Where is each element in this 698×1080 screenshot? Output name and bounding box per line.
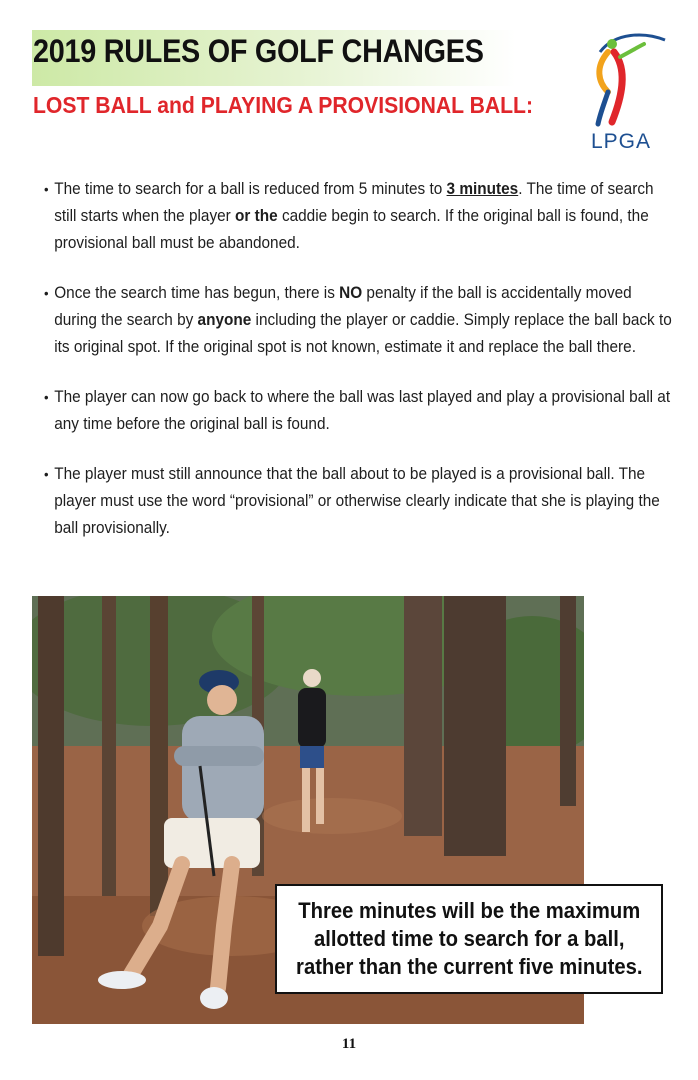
page-title: 2019 RULES OF GOLF CHANGES [33, 33, 484, 69]
bullet-icon: • [44, 285, 49, 301]
list-item: • Once the search time has begun, there is NO penalty if the ball is accidentally moved during the search by anyone including the player or caddie. Simply replace the ball back to its original spot. If the original spot is not known, estimate it and replace the ball there. [44, 280, 677, 361]
photo-caption-box [275, 884, 663, 994]
lpga-logo-text: LPGA [590, 130, 652, 153]
list-item: • The time to search for a ball is reduced from 5 minutes to 3 minutes. The time of search still starts when the player or the caddie begin to search. If the original ball is found, the provisional ball must be abandoned. [44, 176, 677, 257]
list-item: • The player must still announce that the ball about to be played is a provisional ball. The player must use the word “provisional” or otherwise clearly indicate that she is playing the ball provisionally. [44, 461, 677, 542]
emphasis-bold: anyone [197, 311, 252, 329]
rules-list [44, 176, 674, 565]
bullet-icon: • [44, 389, 49, 405]
emphasis-underline: 3 minutes [446, 180, 519, 198]
page-number: 11 [341, 1036, 357, 1052]
emphasis-bold: NO [339, 284, 363, 302]
list-item: • The player can now go back to where the ball was last played and play a provisional ball at any time before the original ball is found. [44, 384, 677, 438]
photo-caption: Three minutes will be the maximum allotted time to search for a ball, rather than the current five minutes. [295, 898, 643, 979]
bullet-icon: • [44, 466, 49, 482]
emphasis-bold: or the [235, 207, 278, 225]
golfer-swing-icon [570, 22, 680, 132]
lpga-logo [570, 22, 680, 158]
bullet-icon: • [44, 181, 49, 197]
section-subtitle: LOST BALL and PLAYING A PROVISIONAL BALL: [33, 92, 534, 118]
